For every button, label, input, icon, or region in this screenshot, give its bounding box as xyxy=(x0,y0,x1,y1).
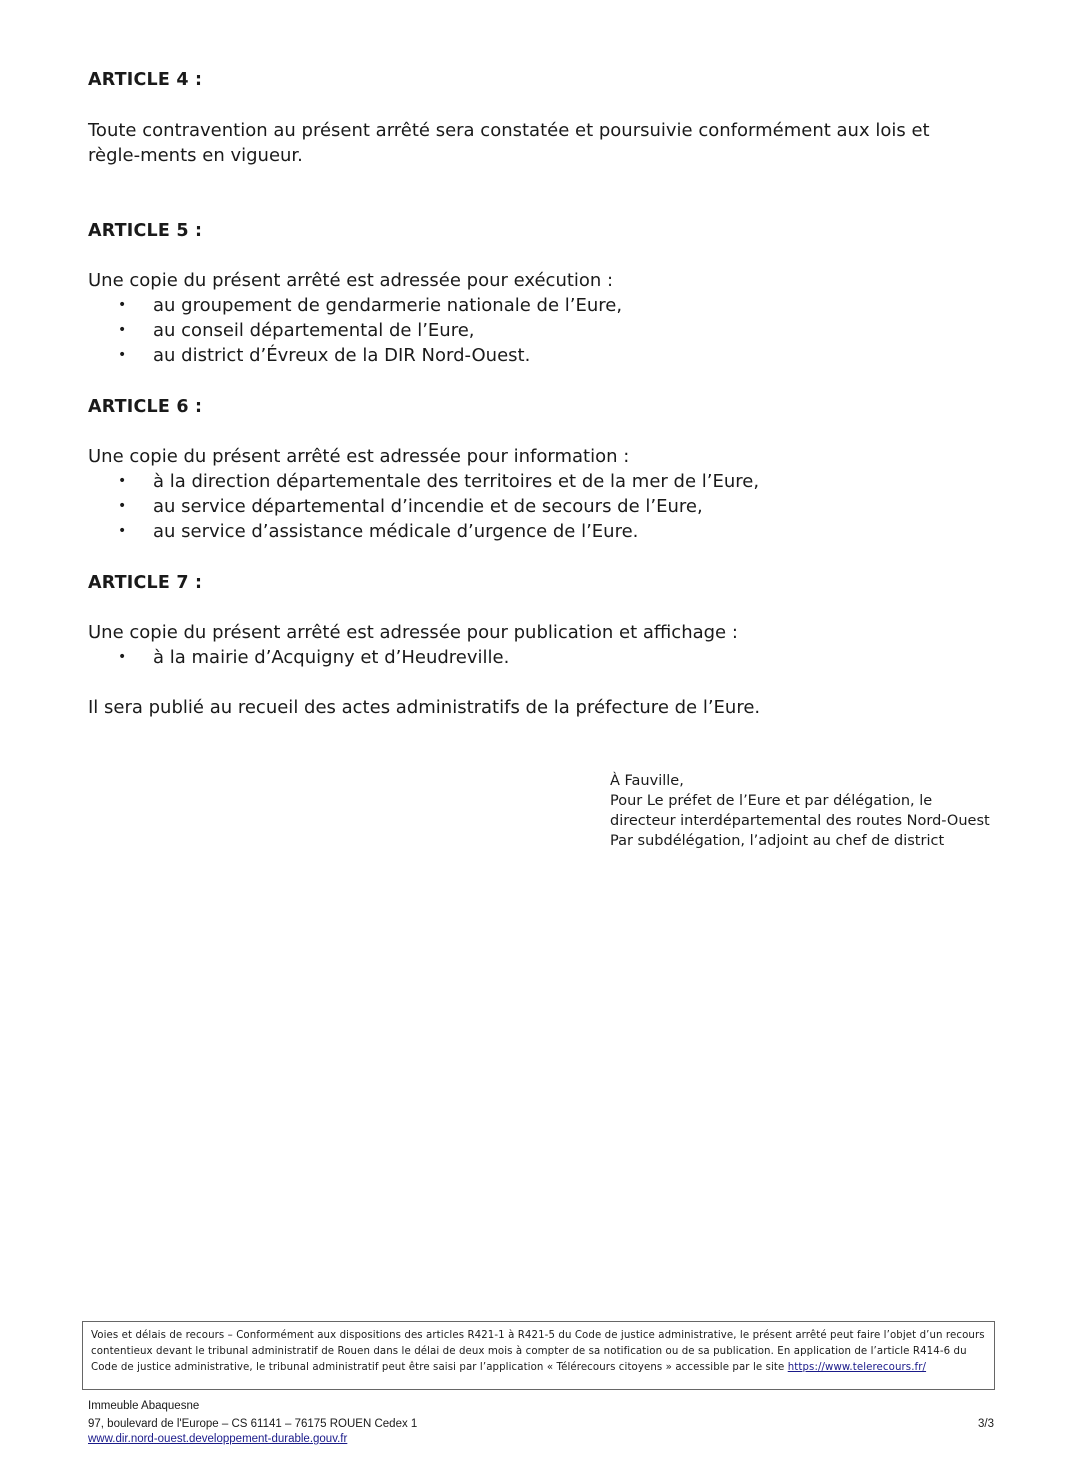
article-6-heading: ARTICLE 6 : xyxy=(88,397,203,417)
list-item: • au groupement de gendarmerie nationale de l’Eure, xyxy=(118,295,623,316)
page-number: 3/3 xyxy=(978,1418,994,1430)
article-5-heading: ARTICLE 5 : xyxy=(88,221,203,241)
bullet-icon: • xyxy=(118,523,127,539)
article-5-list xyxy=(88,293,622,368)
article-7-heading: ARTICLE 7 : xyxy=(88,573,203,593)
article-6-list xyxy=(88,469,759,544)
list-item: • à la mairie d’Acquigny et d’Heudreville. xyxy=(118,647,510,668)
list-item: • au service départemental d’incendie et de secours de l’Eure, xyxy=(118,496,703,517)
legal-notice-text: Voies et délais de recours – Conformément aux dispositions des articles R421-1 à R421-5 du Code de justice administrative, le présent arrêté peut faire l’objet d’un recours contentieux devant le tribunal administratif de Rouen dans le délai de deux mois à compter de sa notification ou de sa publication. En application de l’article R414-6 du Code de justice administrative, le tribunal administratif peut être saisi par l’application « Télérecours citoyens » accessible par le site xyxy=(91,1330,985,1373)
list-item: • au district d’Évreux de la DIR Nord-Ouest. xyxy=(118,345,531,366)
article-7-list xyxy=(88,645,509,670)
footer-building: Immeuble Abaquesne xyxy=(88,1400,200,1412)
bullet-icon: • xyxy=(118,347,127,363)
article-5-intro: Une copie du présent arrêté est adressée pour exécution : xyxy=(88,270,614,291)
bullet-icon: • xyxy=(118,297,127,313)
signature-line-1: Pour Le préfet de l’Eure et par délégation, le directeur interdépartemental des routes Nord-Ouest xyxy=(610,793,990,829)
footer xyxy=(88,1399,994,1447)
article-4-intro: Toute contravention au présent arrêté sera constatée et poursuivie conformément aux lois et règle-ments en vigueur. xyxy=(88,120,930,166)
article-4-text xyxy=(88,118,973,168)
list-item: • au service d’assistance médicale d’urgence de l’Eure. xyxy=(118,521,639,542)
bullet-icon: • xyxy=(118,649,127,665)
bullet-icon: • xyxy=(118,473,127,489)
list-item: • à la direction départementale des territoires et de la mer de l’Eure, xyxy=(118,471,760,492)
website-link[interactable]: www.dir.nord-ouest.developpement-durable.gouv.fr xyxy=(88,1433,348,1445)
signature-line-2: Par subdélégation, l’adjoint au chef de district xyxy=(610,833,945,849)
footer-address: 97, boulevard de l'Europe – CS 61141 – 76175 ROUEN Cedex 1 xyxy=(88,1418,418,1430)
article-6-intro: Une copie du présent arrêté est adressée pour information : xyxy=(88,446,630,467)
legal-notice-box xyxy=(82,1321,995,1390)
signature-place: À Fauville, xyxy=(610,773,684,789)
article-7-intro: Une copie du présent arrêté est adressée pour publication et affichage : xyxy=(88,622,738,643)
bullet-icon: • xyxy=(118,322,127,338)
telerecours-link[interactable]: https://www.telerecours.fr/ xyxy=(787,1362,927,1373)
signature-block xyxy=(610,771,1030,851)
list-item: • au conseil départemental de l’Eure, xyxy=(118,320,475,341)
article-4-heading: ARTICLE 4 : xyxy=(88,70,203,90)
bullet-icon: • xyxy=(118,498,127,514)
publication-note: Il sera publié au recueil des actes administratifs de la préfecture de l’Eure. xyxy=(88,697,761,718)
